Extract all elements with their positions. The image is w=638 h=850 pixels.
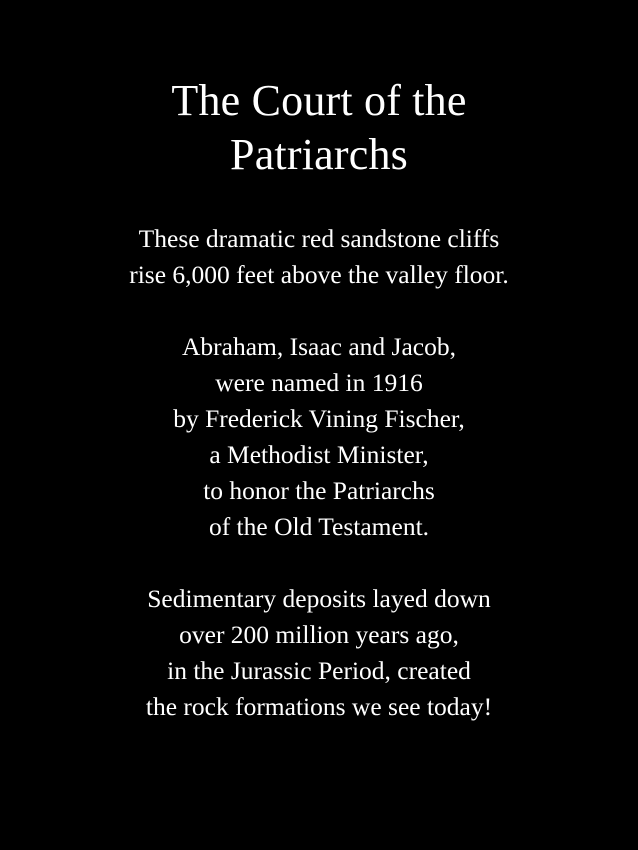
text-line: to honor the Patriarchs [203,476,435,505]
text-line: were named in 1916 [215,368,423,397]
text-line: Abraham, Isaac and Jacob, [181,332,456,361]
paragraph-naming [0,329,638,545]
text-line: of the Old Testament. [208,512,430,541]
paragraph-cliffs [0,221,638,293]
text-line: over 200 million years ago, [179,620,459,649]
text-line: a Methodist Minister, [209,440,429,469]
text-line: the rock formations we see today! [145,692,493,721]
page-title [0,74,638,182]
text-line: These dramatic red sandstone cliffs [138,224,500,253]
paragraph-geology [0,581,638,725]
text-line: by Frederick Vining Fischer, [173,404,465,433]
text-line: in the Jurassic Period, created [167,656,471,685]
title-line-1: The Court of the [171,76,467,125]
title-line-2: Patriarchs [230,130,408,179]
text-line: Sedimentary deposits layed down [147,584,491,613]
text-line: rise 6,000 feet above the valley floor. [129,260,509,289]
